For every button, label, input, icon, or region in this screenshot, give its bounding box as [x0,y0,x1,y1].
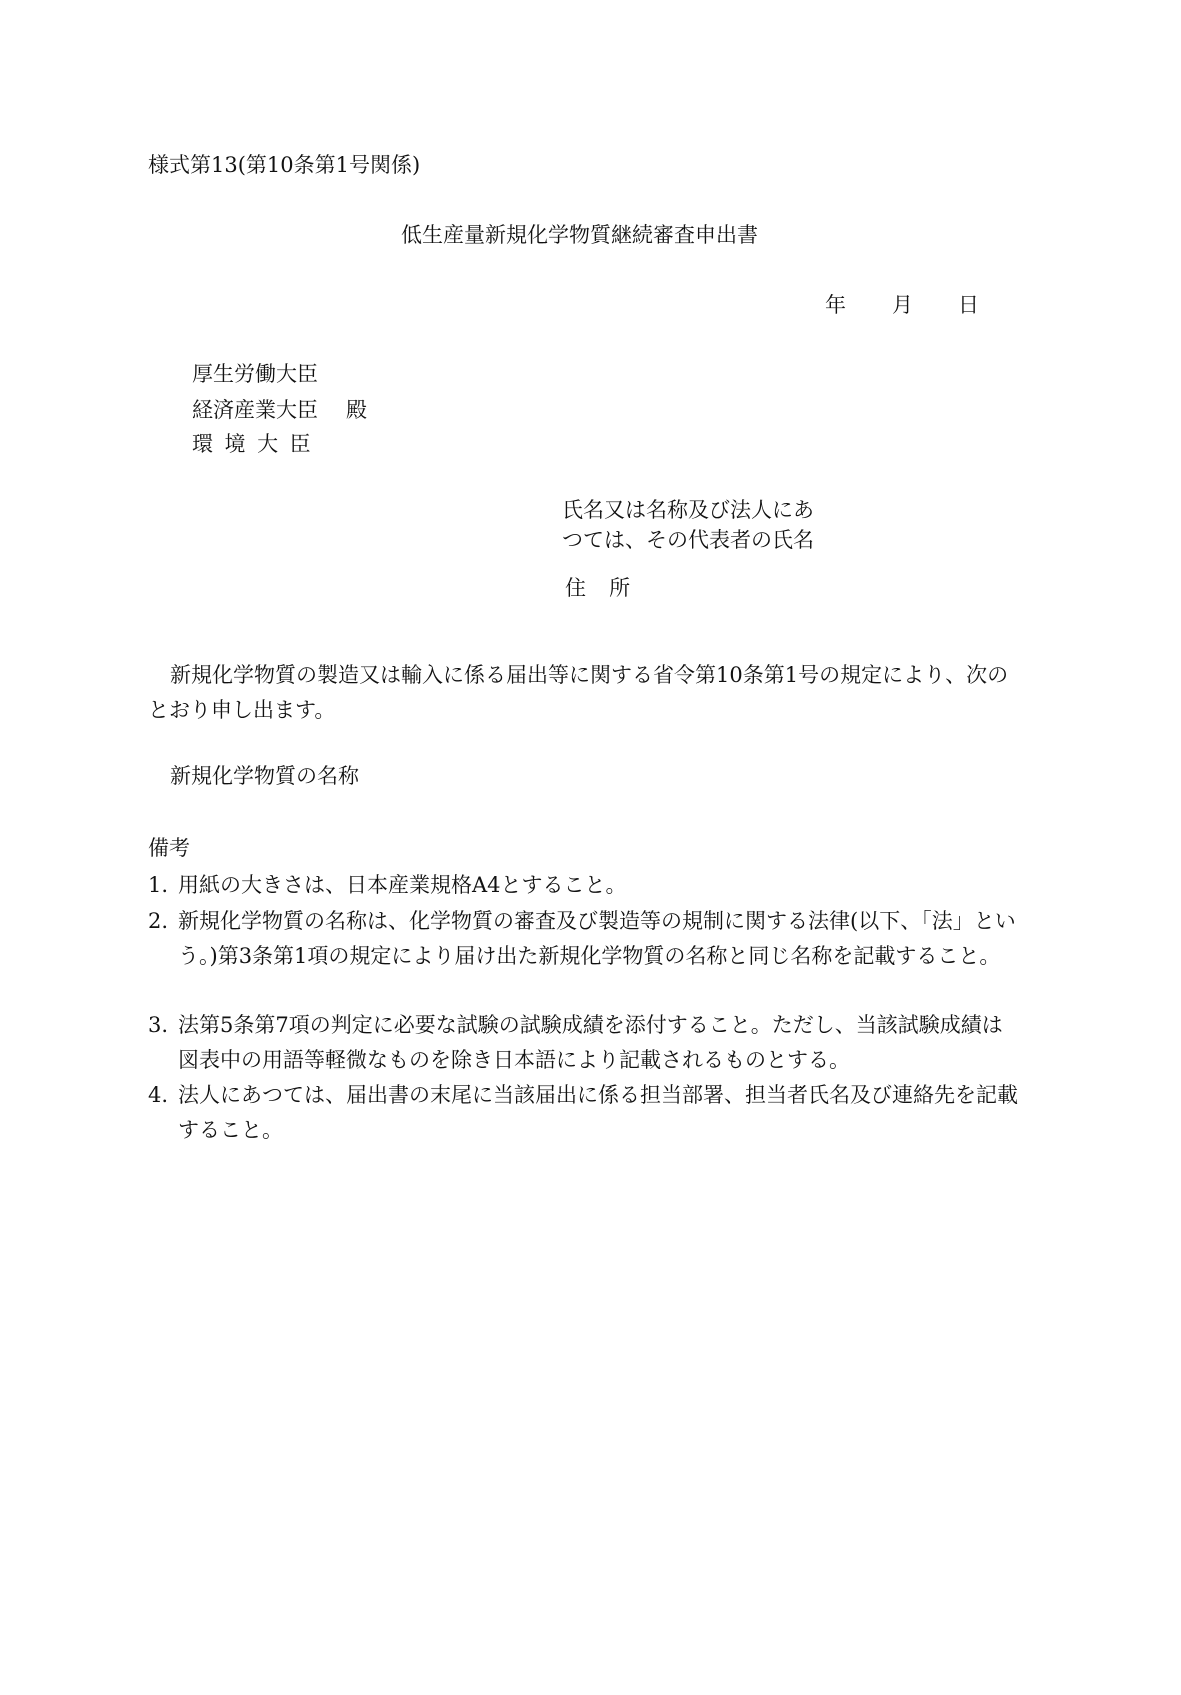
remark-item [148,1078,1020,1148]
remark-text: 新規化学物質の名称は、化学物質の審査及び製造等の規制に関する法律(以下、「法」という。)第3条第1項の規定により届け出た新規化学物質の名称と同じ名称を記載すること。 [178,909,1016,968]
date-day-label: 日 [958,293,979,317]
form-number: 様式第13(第10条第1号関係) [148,153,421,177]
statement-paragraph: 新規化学物質の製造又は輸入に係る届出等に関する省令第10条第1号の規定により、次のとおり申し出ます。 [148,663,1009,722]
remark-item [148,904,1020,974]
applicant-address-label: 住所 [565,576,654,600]
remark-text: 法第5条第7項の判定に必要な試験の試験成績を添付すること。ただし、当該試験成績は図表中の用語等軽微なものを除き日本語により記載されるものとする。 [178,1013,1003,1072]
addressee-honorific: 殿 [346,398,367,422]
substance-name-label: 新規化学物質の名称 [170,764,359,788]
remark-number: 3. [148,1013,169,1037]
applicant-name-label-line2: つては、その代表者の氏名 [562,528,814,552]
remark-number: 4. [148,1083,169,1107]
remark-number: 2. [148,909,169,933]
addressee-meti: 経済産業大臣 [192,398,318,422]
applicant-name-label-line1: 氏名又は名称及び法人にあ [562,498,814,522]
remark-item [148,868,1020,903]
remark-text: 用紙の大きさは、日本産業規格A4とすること。 [178,873,627,897]
document-title: 低生産量新規化学物質継続審査申出書 [401,223,758,247]
remark-text: 法人にあつては、届出書の末尾に当該届出に係る担当部署、担当者氏名及び連絡先を記載すること。 [178,1083,1018,1142]
date-month-label: 月 [892,293,913,317]
remark-number: 1. [148,873,169,897]
addressee-mhlw: 厚生労働大臣 [192,362,318,386]
remark-item [148,1008,1020,1078]
addressee-moe: 環境大臣 [192,432,323,456]
date-year-label: 年 [825,293,846,317]
remarks-heading: 備考 [148,836,190,860]
